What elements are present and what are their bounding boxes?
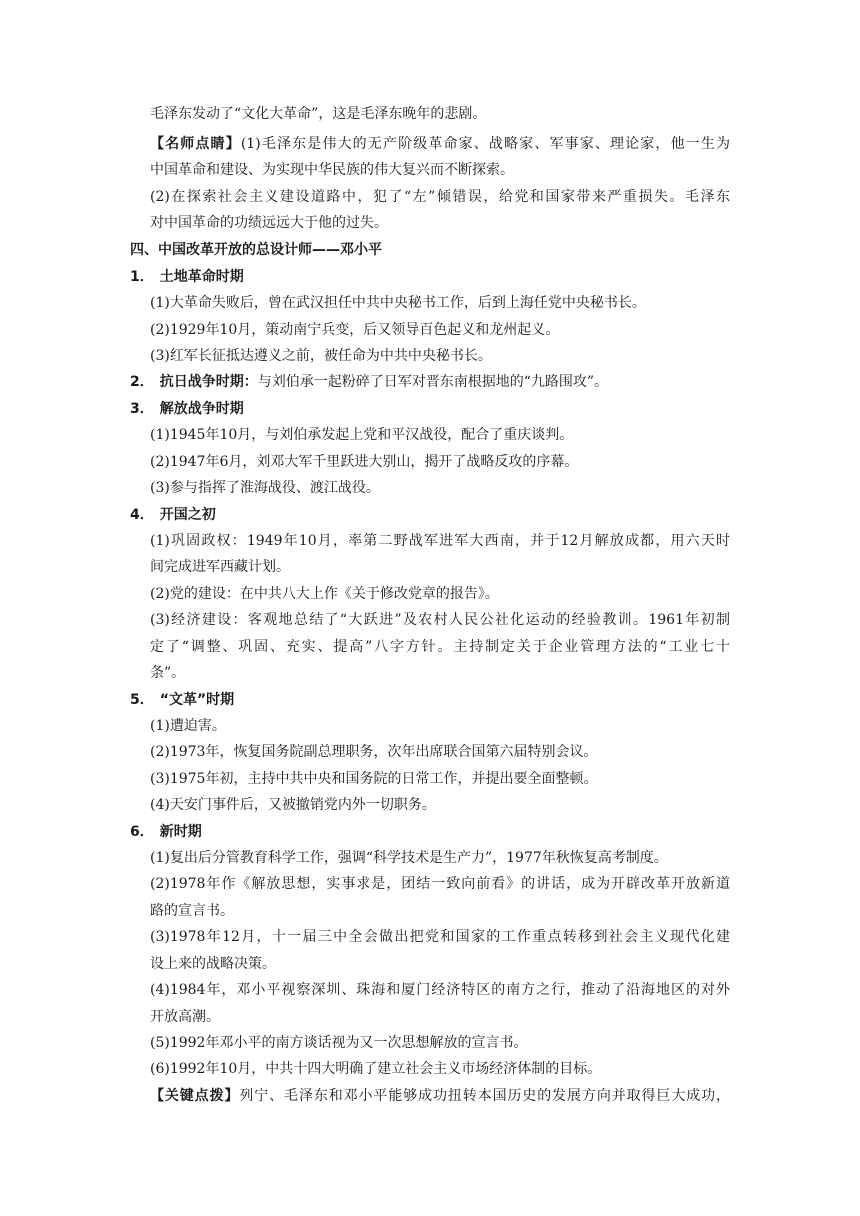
list-item: (1)1945年10月，与刘伯承发起上党和平汉战役，配合了重庆谈判。 (150, 427, 574, 443)
subsection-heading: 5． “文革”时期 (130, 692, 235, 708)
list-item: (3)经济建设：客观地总结了“大跃进”及农村人民公社化运动的经验教训。1961年初制 (150, 612, 730, 628)
list-item: (2)1978年作《解放思想，实事求是，团结一致向前看》的讲话，成为开辟改革开放新道 (150, 876, 730, 892)
teacher-tip-line: 【名师点睛】(1)毛泽东是伟大的无产阶级革命家、战略家、军事家、理论家，他一生为 (150, 136, 730, 152)
list-item: (3)1975年初，主持中共中央和国务院的日常工作，并提出要全面整顿。 (150, 771, 598, 787)
list-item: (1)巩固政权：1949年10月，率第二野战军进军大西南，并于12月解放成都，用六天时 (150, 533, 730, 549)
subsection-heading: 6． 新时期 (130, 824, 202, 840)
list-item: (3)参与指挥了淮海战役、渡江战役。 (150, 480, 380, 496)
list-item-continuation: 路的宣言书。 (150, 903, 234, 919)
paragraph-line: 毛泽东发动了“文化大革命”，这是毛泽东晚年的悲剧。 (150, 106, 487, 122)
list-item: (2)党的建设：在中共八大上作《关于修改党章的报告》。 (150, 586, 499, 602)
list-item: (3)红军长征抵达遵义之前，被任命为中共中央秘书长。 (150, 348, 492, 364)
subsection-heading: 3． 解放战争时期 (130, 401, 244, 417)
list-item-continuation: 设上来的战略决策。 (150, 956, 276, 972)
paragraph-line: 中国革命和建设、为实现中华民族的伟大复兴而不断探索。 (150, 162, 514, 178)
list-item: (6)1992年10月，中共十四大明确了建立社会主义市场经济体制的目标。 (150, 1061, 602, 1077)
list-item-continuation: 条”。 (150, 665, 186, 681)
list-item: (4)天安门事件后，又被撤销党内外一切职务。 (150, 797, 436, 813)
list-item: (5)1992年邓小平的南方谈话视为又一次思想解放的宣言书。 (150, 1035, 528, 1051)
section-heading: 四、中国改革开放的总设计师——邓小平 (130, 242, 382, 258)
list-item: (1)遭迫害。 (150, 718, 226, 734)
key-point-tag: 【关键点拨】 (150, 1088, 240, 1104)
list-item-continuation: 间完成进军西藏计划。 (150, 559, 290, 575)
subsection-heading: 4． 开国之初 (130, 507, 216, 523)
list-item-continuation: 定了“调整、巩固、充实、提高”八字方针。主持制定关于企业管理方法的“工业七十 (150, 639, 730, 655)
list-item: (2)1947年6月，刘邓大军千里跃进大别山，揭开了战略反攻的序幕。 (150, 454, 579, 470)
list-item: (3)1978年12月，十一届三中全会做出把党和国家的工作重点转移到社会主义现代化建 (150, 929, 730, 945)
paragraph-line: 对中国革命的功绩远远大于他的过失。 (150, 215, 388, 231)
teacher-tip-tag: 【名师点睛】 (150, 136, 241, 152)
subsection-heading: 2． 抗日战争时期：与刘伯承一起粉碎了日军对晋东南根据地的“九路围攻”。 (130, 374, 609, 390)
list-item: (4)1984年，邓小平视察深圳、珠海和厦门经济特区的南方之行，推动了沿海地区的对外 (150, 982, 730, 998)
subsection-heading: 1． 土地革命时期 (130, 269, 244, 285)
key-point-line: 【关键点拨】列宁、毛泽东和邓小平能够成功扭转本国历史的发展方向并取得巨大成功， (150, 1088, 731, 1104)
list-item: (2)1973年，恢复国务院副总理职务，次年出席联合国第六届特别会议。 (150, 744, 598, 760)
list-item: (1)大革命失败后，曾在武汉担任中共中央秘书工作，后到上海任党中央秘书长。 (150, 295, 646, 311)
list-item: (2)1929年10月，策动南宁兵变，后又领导百色起义和龙州起义。 (150, 322, 560, 338)
list-item: (1)复出后分管教育科学工作，强调“科学技术是生产力”，1977年秋恢复高考制度。 (150, 850, 668, 866)
paragraph-line: (2)在探索社会主义建设道路中，犯了“左”倾错误，给党和国家带来严重损失。毛泽东 (150, 189, 730, 205)
list-item-continuation: 开放高潮。 (150, 1009, 220, 1025)
